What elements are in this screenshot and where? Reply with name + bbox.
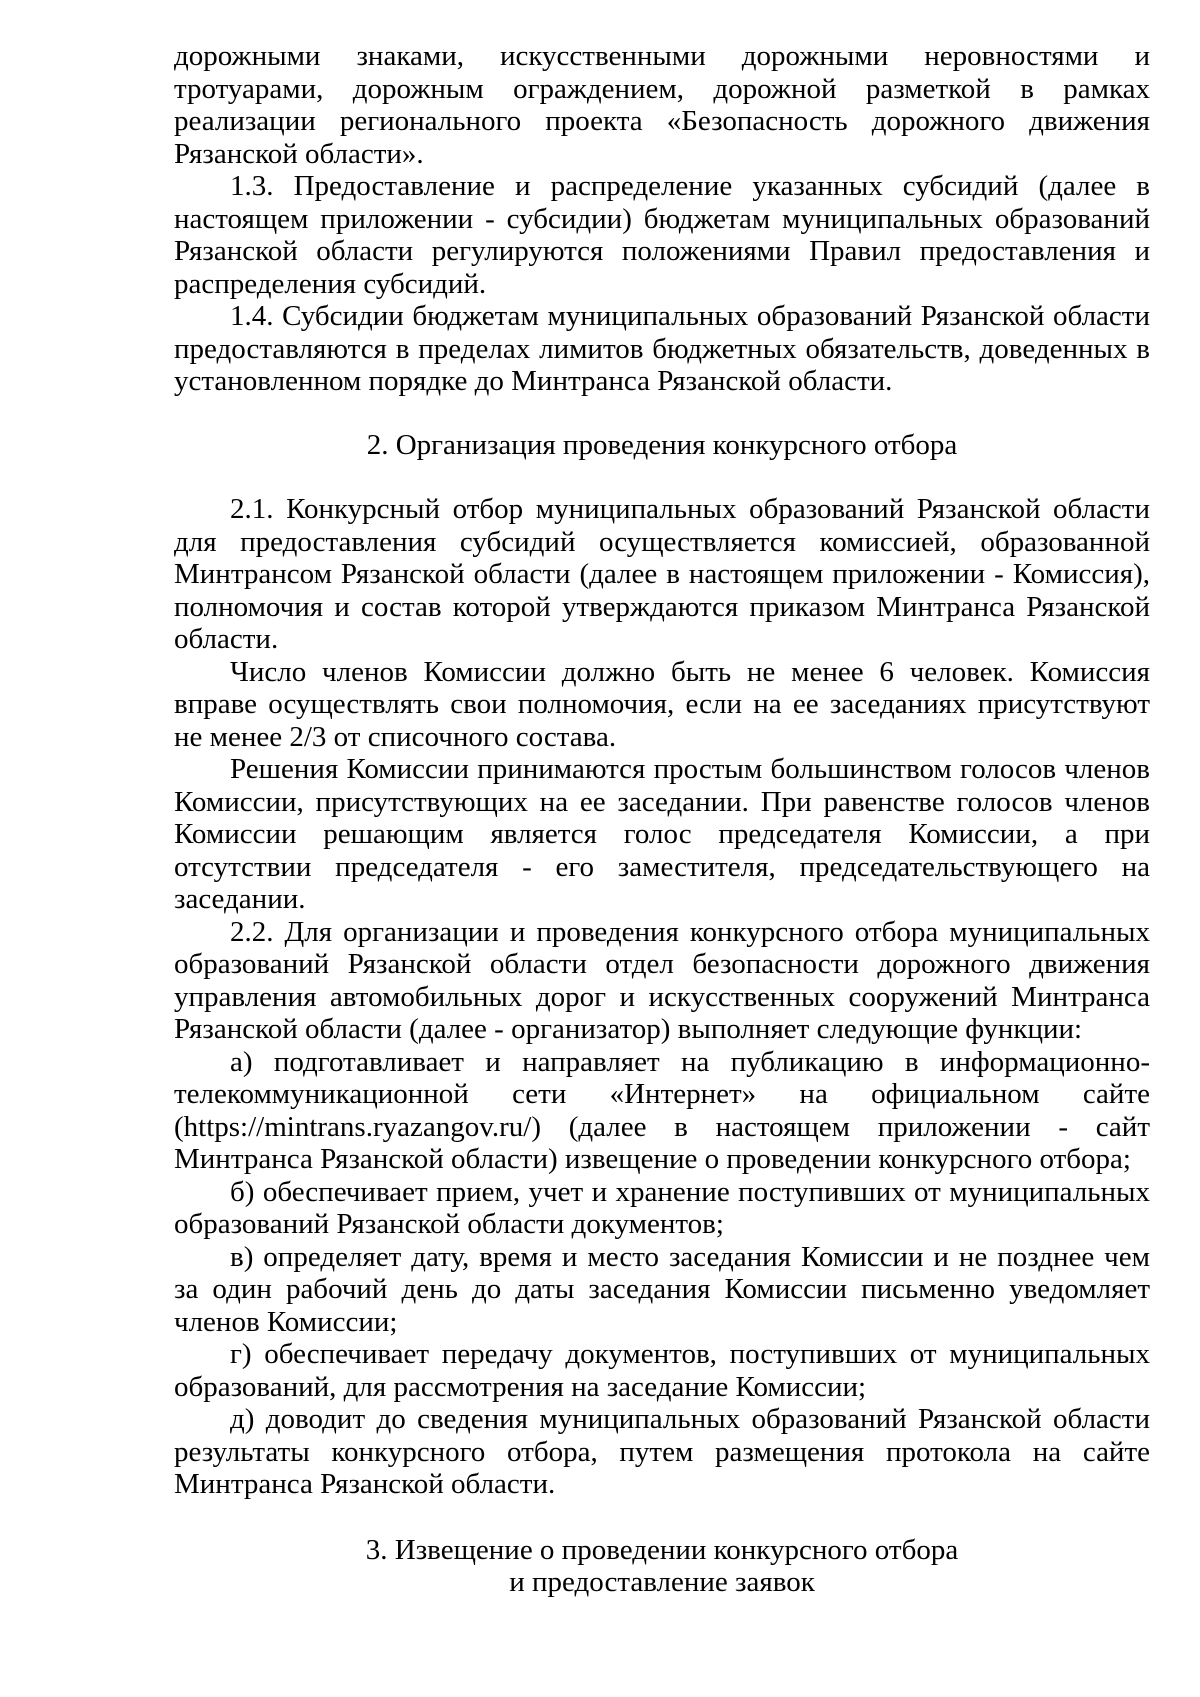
list-item-a: а) подготавливает и направляет на публикацию в информационно-телекоммуникационной сети «Интернет» на официальном сайте (https://mintrans.ryazangov.ru/) (далее в настоящем приложении - сайт Минтранса Рязанской области) извещение о проведении конкурсного отбора; xyxy=(174,1045,1150,1175)
document-page xyxy=(174,40,1150,1599)
list-item-d: д) доводит до сведения муниципальных образований Рязанской области результаты конкурсного отбора, путем размещения протокола на сайте Минтранса Рязанской области. xyxy=(174,1403,1150,1500)
list-item-b: б) обеспечивает прием, учет и хранение поступивших от муниципальных образований Рязанской области документов; xyxy=(174,1175,1150,1240)
section-2-heading: 2. Организация проведения конкурсного отбора xyxy=(366,428,958,461)
list-item-g: г) обеспечивает передачу документов, поступивших от муниципальных образований, для рассмотрения на заседание Комиссии; xyxy=(174,1338,1150,1403)
section-3-heading-line-1: 3. Извещение о проведении конкурсного отбора xyxy=(365,1533,959,1566)
paragraph-2-2: 2.2. Для организации и проведения конкурсного отбора муниципальных образований Рязанской области отдел безопасности дорожного движения управления автомобильных дорог и искусственных сооружений Минтранса Рязанской области (далее - организатор) выполняет следующие функции: xyxy=(174,915,1150,1045)
section-3-heading xyxy=(174,1534,1150,1599)
list-item-v: в) определяет дату, время и место заседания Комиссии и не позднее чем за один рабочий день до даты заседания Комиссии письменно уведомляет членов Комиссии; xyxy=(174,1240,1150,1338)
paragraph-1-4: 1.4. Субсидии бюджетам муниципальных образований Рязанской области предоставляются в пределах лимитов бюджетных обязательств, доведенных в установленном порядке до Минтранса Рязанской области. xyxy=(174,300,1150,397)
paragraph-1-3: 1.3. Предоставление и распределение указанных субсидий (далее в настоящем приложении - субсидии) бюджетам муниципальных образований Рязанской области регулируются положениями Правил предоставления и распределения субсидий. xyxy=(174,170,1150,300)
paragraph-2-1: 2.1. Конкурсный отбор муниципальных образований Рязанской области для предоставления субсидий осуществляется комиссией, образованной Минтрансом Рязанской области (далее в настоящем приложении - Комиссия), полномочия и состав которой утверждаются приказом Минтранса Рязанской области. xyxy=(174,493,1150,655)
intro-paragraph: дорожными знаками, искусственными дорожными неровностями и тротуарами, дорожным ограждением, дорожной разметкой в рамках реализации регионального проекта «Безопасность дорожного движения Рязанской области». xyxy=(174,40,1150,170)
paragraph-commission-members: Число членов Комиссии должно быть не менее 6 человек. Комиссия вправе осуществлять свои полномочия, если на ее заседаниях присутствуют не менее 2/3 от списочного состава. xyxy=(174,655,1150,753)
paragraph-commission-decisions: Решения Комиссии принимаются простым большинством голосов членов Комиссии, присутствующих на ее заседании. При равенстве голосов членов Комиссии решающим является голос председателя Комиссии, а при отсутствии председателя - его заместителя, председательствующего на заседании. xyxy=(174,753,1150,915)
section-3-heading-line-2: и предоставление заявок xyxy=(509,1566,815,1598)
